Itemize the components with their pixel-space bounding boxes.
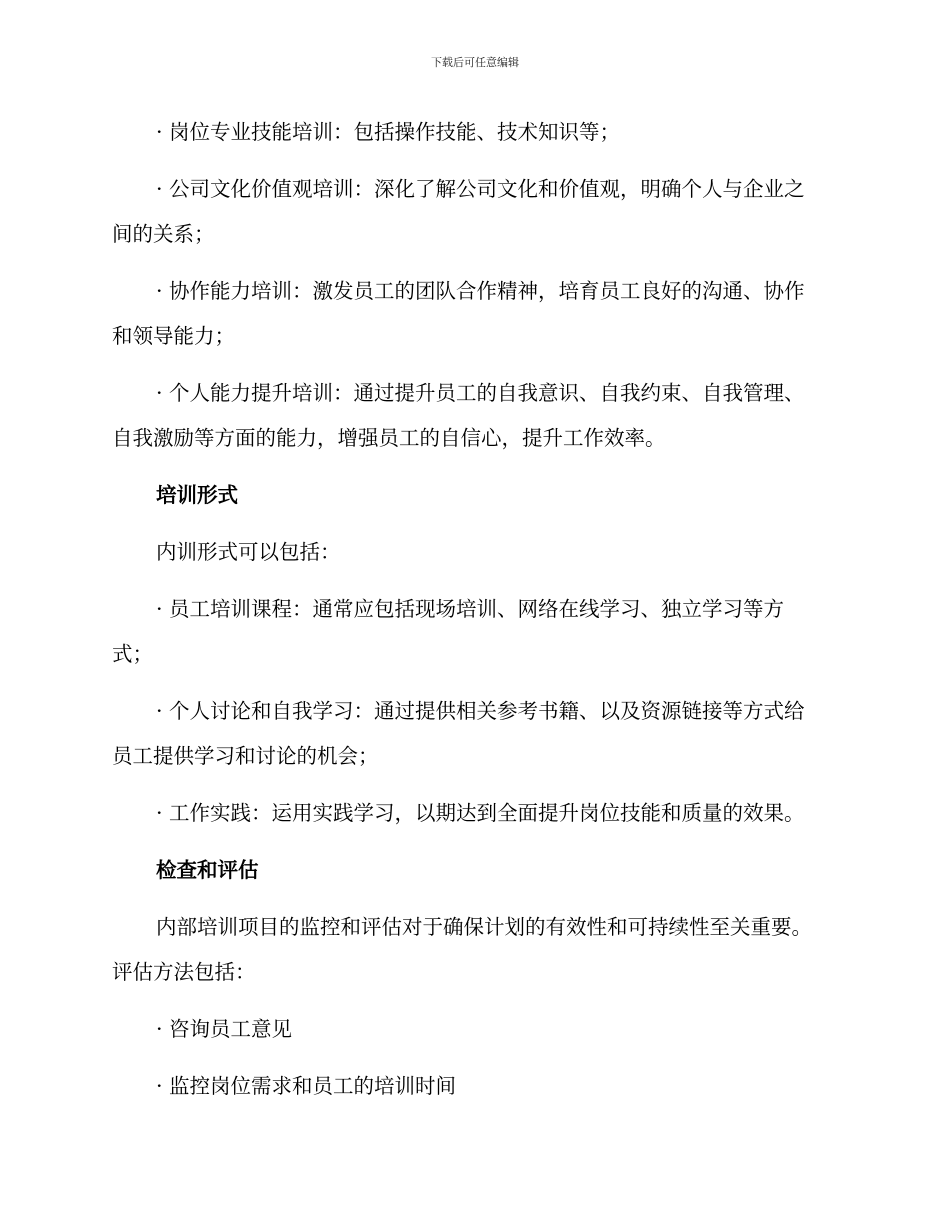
document-body — [112, 110, 824, 1121]
bullet-item-collaboration-training: · 协作能力培训：激发员工的团队合作精神，培育员工良好的沟通、协作和领导能力； — [112, 279, 805, 348]
paragraph-evaluation-intro: 内部培训项目的监控和评估对于确保计划的有效性和可持续性至关重要。评估方法包括： — [112, 915, 812, 984]
section-heading-inspection-evaluation: 检查和评估 — [156, 858, 259, 882]
page-header: 下载后可任意编辑 — [431, 56, 519, 69]
bullet-item-skills-training: · 岗位专业技能培训：包括操作技能、技术知识等； — [156, 120, 621, 144]
bullet-item-discussion-self-study: · 个人讨论和自我学习：通过提供相关参考书籍、以及资源链接等方式给员工提供学习和讨论的机会； — [112, 699, 805, 768]
section-heading-training-forms: 培训形式 — [156, 483, 238, 507]
bullet-item-consult-employees: · 咨询员工意见 — [156, 1017, 293, 1041]
bullet-item-training-courses: · 员工培训课程：通常应包括现场培训、网络在线学习、独立学习等方式； — [112, 597, 785, 666]
bullet-item-work-practice: · 工作实践：运用实践学习，以期达到全面提升岗位技能和质量的效果。 — [156, 801, 805, 825]
bullet-item-personal-ability-training: · 个人能力提升培训：通过提升员工的自我意识、自我约束、自我管理、自我激励等方面的能力，增强员工的自信心，提升工作效率。 — [112, 381, 805, 450]
bullet-item-monitor-needs: · 监控岗位需求和员工的培训时间 — [156, 1074, 457, 1098]
paragraph-training-forms-intro: 内训形式可以包括： — [156, 540, 341, 564]
bullet-item-culture-training: · 公司文化价值观培训：深化了解公司文化和价值观，明确个人与企业之间的关系； — [112, 177, 805, 246]
